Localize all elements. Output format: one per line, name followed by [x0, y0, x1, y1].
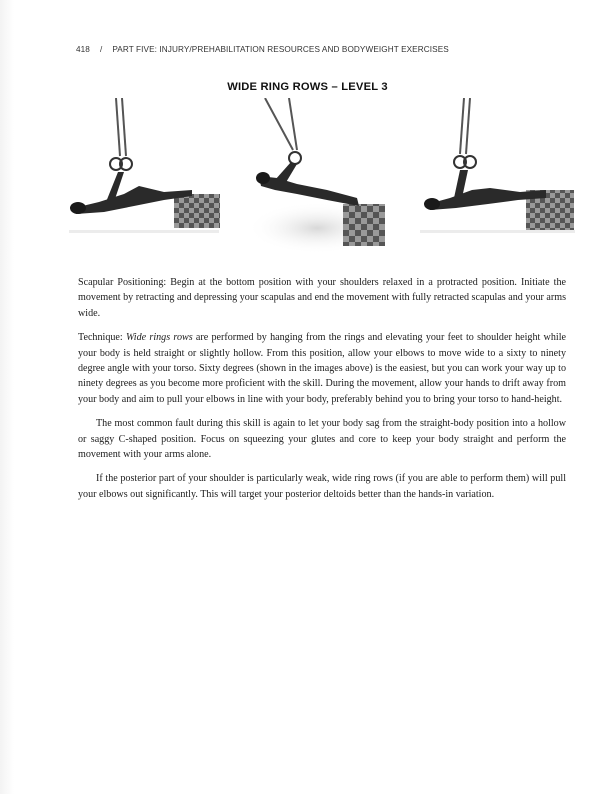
exercise-title: WIDE RING ROWS – LEVEL 3 [227, 81, 388, 93]
paragraph-scapular-positioning [78, 275, 566, 321]
header-separator: / [99, 45, 103, 54]
paragraph-posterior-shoulder: If the posterior part of your shoulder is particularly weak, wide ring rows (if you are able to perform them) will pull your elbows out significantly. This will target your posterior deltoids better than the hands-in variation. [78, 473, 566, 500]
ring-row-figure-top-position [247, 98, 397, 258]
ring-row-figure-bottom-position [64, 98, 224, 238]
paragraph-text: Begin at the bottom position with your shoulders relaxed in a protracted position. Initiate the movement by retracting and depressing your scapulas and end the movement with fully retracted scapulas and your arms wide. [78, 277, 566, 319]
body-text [78, 275, 566, 511]
ring-row-figure-bottom-position-alt [420, 98, 580, 238]
exercise-photos [0, 98, 615, 258]
paragraph-lead: Technique: [78, 332, 123, 344]
paragraph-technique [78, 330, 566, 407]
section-title: PART FIVE: INJURY/PREHABILITATION RESOURCES AND BODYWEIGHT EXERCISES [112, 45, 449, 54]
paragraph-text: are performed by hanging from the rings and elevating your feet to shoulder height while your body is held straight or slightly hollow. From this position, allow your elbows to move wide to a sixty to ninety degree angle with your torso. Sixty degrees (shown in the images above) is the easiest, but you can work your way up to ninety degrees as you become more proficient with the skill. During the movement, allow your hands to drift away from your body and aim to pull your elbows in line with your body, preferably behind you to bring your torso to hand-height. [78, 332, 566, 405]
paragraph-common-fault: The most common fault during this skill is again to let your body sag from the straight-body position into a hollow or saggy C-shaped position. Focus on squeezing your glutes and core to keep your body straight and perform the movement with your arms alone. [78, 418, 566, 461]
paragraph-lead: Scapular Positioning: [78, 277, 167, 288]
running-header [76, 45, 449, 54]
page-number: 418 [76, 45, 90, 54]
paragraph-emphasis: Wide rings rows [125, 332, 193, 344]
